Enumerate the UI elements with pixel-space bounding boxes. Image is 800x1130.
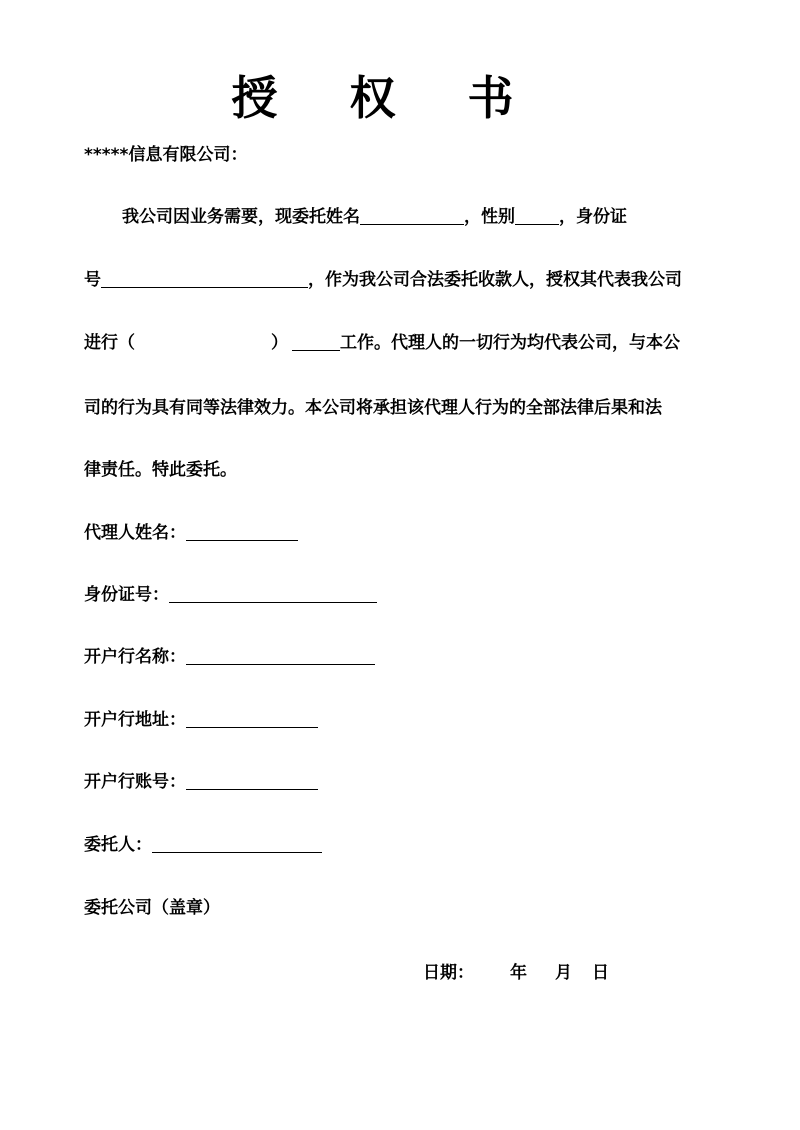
body-line-3: [84, 331, 680, 355]
name-blank[interactable]: [360, 206, 464, 225]
date-month: 月: [555, 963, 572, 983]
body-text: 工作。代理人的一切行为均代表公司，与本公: [340, 333, 680, 353]
agent-name-blank[interactable]: [186, 522, 298, 541]
id-number-field: [84, 583, 377, 607]
bank-address-field: [84, 708, 318, 732]
bank-name-field: [84, 645, 375, 669]
body-text: ，性别: [464, 207, 515, 227]
body-line-1: [122, 205, 716, 229]
agent-name-field: [84, 521, 298, 545]
principal-line[interactable]: [152, 834, 322, 853]
date-year: 年: [510, 963, 527, 983]
body-text: ，作为我公司合法委托收款人，授权其代表我公司: [308, 270, 682, 290]
principal-label: 委托人：: [84, 835, 152, 855]
body-line-5: 律责任。特此委托。: [84, 460, 237, 480]
id-number-label: 身份证号：: [84, 585, 169, 605]
body-text: 进行（: [84, 333, 135, 353]
body-text: 号: [84, 270, 101, 290]
bank-address-label: 开户行地址：: [84, 710, 186, 730]
body-text: ）: [271, 333, 288, 353]
id-number-line[interactable]: [169, 584, 377, 603]
date-day: 日: [592, 963, 609, 983]
bank-name-line[interactable]: [186, 646, 375, 665]
body-line-2: [84, 268, 682, 292]
bank-account-field: [84, 770, 318, 794]
principal-field: [84, 833, 322, 857]
agent-name-label: 代理人姓名：: [84, 523, 186, 543]
bank-name-label: 开户行名称：: [84, 647, 186, 667]
date-row: [423, 958, 609, 983]
addressee: *****信息有限公司：: [84, 145, 248, 165]
body-line-4: 司的行为具有同等法律效力。本公司将承担该代理人行为的全部法律后果和法: [84, 398, 662, 418]
work-type-blank[interactable]: [292, 332, 340, 351]
id-number-blank[interactable]: [101, 269, 308, 288]
gender-blank[interactable]: [515, 206, 559, 225]
date-label: 日期：: [423, 963, 474, 983]
bank-address-line[interactable]: [186, 709, 318, 728]
company-seal: 委托公司（盖章）: [84, 898, 220, 918]
body-text: 我公司因业务需要，现委托姓名: [122, 207, 360, 227]
document-title: 授 权 书: [231, 71, 542, 125]
bank-account-label: 开户行账号：: [84, 772, 186, 792]
bank-account-line[interactable]: [186, 771, 318, 790]
body-text: ，身份证: [559, 207, 627, 227]
